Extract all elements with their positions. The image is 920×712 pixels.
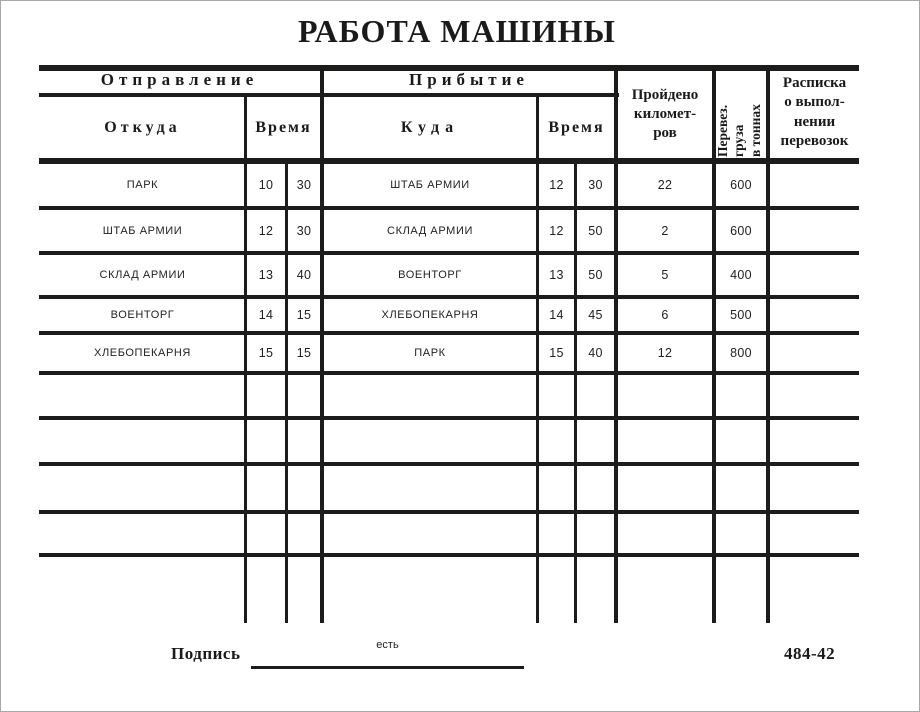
cell-arr-hour: 12: [549, 223, 564, 238]
header-receipt-line3: нении: [793, 113, 836, 130]
cell-arr-hour: 15: [549, 346, 564, 360]
page-title: РАБОТА МАШИНЫ: [298, 13, 616, 49]
header-time-departure: Время: [255, 118, 312, 136]
cell-arr-minute: 30: [588, 178, 603, 192]
cell-from: ВОЕНТОРГ: [110, 309, 175, 321]
cell-tons: 600: [730, 223, 752, 238]
header-from: Откуда: [104, 118, 181, 136]
header-receipt-line1: Расписка: [782, 74, 847, 91]
cell-kilometers: 2: [661, 223, 669, 238]
cell-tons: 800: [730, 346, 752, 360]
header-arrival-group: Прибытие: [409, 70, 529, 89]
cell-tons: 600: [730, 178, 752, 192]
header-cargo-line1: Перевез.: [715, 104, 730, 157]
header-kilometers-line3: ров: [653, 124, 677, 141]
cell-to: СКЛАД АРМИИ: [387, 224, 473, 237]
cell-to: ВОЕНТОРГ: [398, 269, 462, 281]
signature-value: есть: [376, 639, 399, 651]
cell-kilometers: 22: [657, 178, 673, 192]
cell-kilometers: 5: [661, 268, 669, 282]
signature-line: [251, 666, 524, 669]
cell-dep-minute: 30: [296, 223, 312, 238]
cell-dep-hour: 12: [258, 223, 274, 238]
header-kilometers-line1: Пройдено: [631, 87, 699, 104]
header-kilometers-line2: километ-: [633, 106, 697, 123]
signature-label: Подпись: [171, 644, 241, 663]
cell-dep-hour: 10: [258, 178, 274, 192]
cell-arr-hour: 12: [549, 178, 564, 192]
grid-hline-row5: [39, 371, 859, 375]
grid-hline-row7: [39, 462, 859, 466]
cell-to: ШТАБ АРМИИ: [390, 179, 470, 191]
header-cargo-line2: груза: [731, 124, 747, 157]
cell-from: ШТАБ АРМИИ: [102, 224, 183, 237]
form-code: 484-42: [784, 644, 836, 663]
header-to: Куда: [400, 118, 460, 136]
cell-kilometers: 12: [657, 346, 673, 360]
cell-dep-minute: 30: [296, 178, 312, 192]
cell-arr-minute: 50: [588, 223, 603, 238]
cell-dep-minute: 15: [296, 308, 312, 322]
header-receipt-line2: о выпол-: [784, 94, 845, 110]
header-cargo-tons: [716, 65, 766, 158]
cell-to: ПАРК: [414, 347, 446, 359]
cell-arr-minute: 50: [588, 268, 603, 282]
grid-hline-row8: [39, 510, 859, 514]
cell-dep-hour: 14: [258, 308, 274, 322]
cell-tons: 500: [730, 308, 752, 322]
cell-dep-hour: 15: [258, 346, 274, 360]
header-departure-group: Отправление: [100, 70, 259, 89]
cell-dep-minute: 15: [296, 346, 312, 360]
header-cargo-tons-rotated-text: [715, 67, 767, 157]
cell-arr-hour: 13: [549, 268, 564, 282]
grid-hline-row6: [39, 416, 859, 420]
header-receipt: [770, 67, 859, 158]
header-cargo-line3: в тоннах: [747, 103, 763, 157]
header-receipt-line4: перевозок: [780, 133, 849, 149]
grid-hline-row9: [39, 553, 859, 557]
cell-arr-minute: 45: [588, 308, 603, 322]
cell-dep-hour: 13: [258, 268, 274, 282]
cell-kilometers: 6: [661, 308, 669, 322]
cell-from: СКЛАД АРМИИ: [99, 269, 186, 281]
cell-arr-hour: 14: [549, 308, 564, 322]
header-time-arrival: Время: [548, 118, 605, 136]
cell-dep-minute: 40: [296, 268, 312, 282]
cell-to: ХЛЕБОПЕКАРНЯ: [381, 309, 479, 321]
cell-from: ХЛЕБОПЕКАРНЯ: [94, 347, 191, 359]
header-kilometers: [618, 71, 712, 158]
cell-tons: 400: [730, 268, 752, 282]
cell-arr-minute: 40: [588, 346, 603, 360]
cell-from: ПАРК: [126, 179, 159, 191]
